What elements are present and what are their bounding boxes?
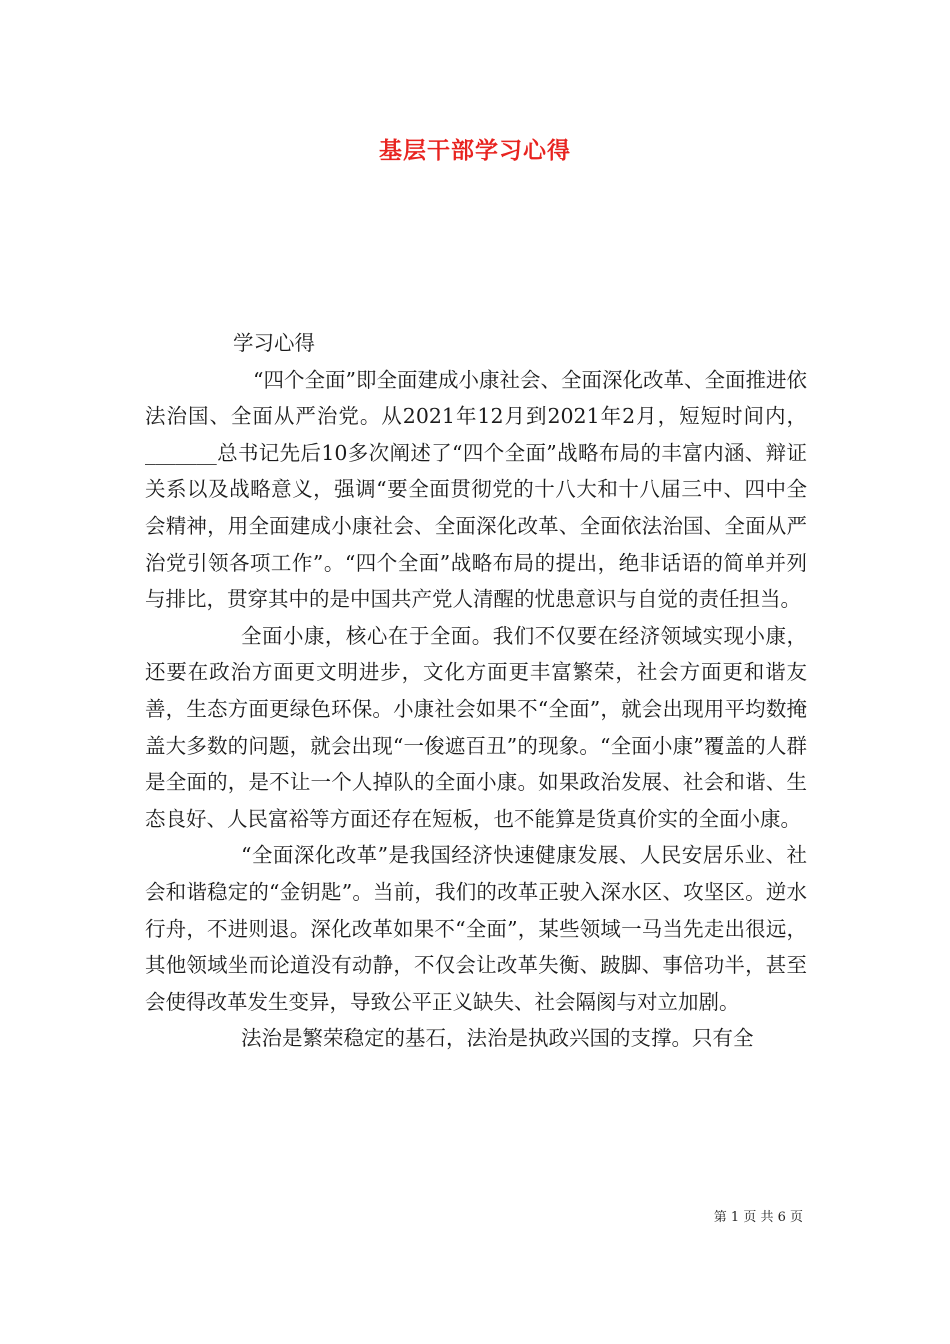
paragraph-4: 法治是繁荣稳定的基石，法治是执政兴国的支撑。只有全 <box>241 1026 754 1051</box>
subheading: 学习心得 <box>233 331 315 355</box>
paragraph-3: “全面深化改革”是我国经济快速健康发展、人民安居乐业、社会和谐稳定的“金钥匙”。当前，我们的改革正驶入深水区、攻坚区。逆水行舟，不进则退。深化改革如果不“全面”，某些领域一马当先走出很远，其他领域坐而论道没有动静，不仅会让改革失衡、跛脚、事倍功半，甚至会使得改革发生变异，导致公平正义缺失、社会隔阂与对立加剧。 <box>145 843 807 1014</box>
page-number-footer: 第 1 页 共 6 页 <box>713 1210 803 1225</box>
paragraph-2: 全面小康，核心在于全面。我们不仅要在经济领域实现小康，还要在政治方面更文明进步，文化方面更丰富繁荣，社会方面更和谐友善，生态方面更绿色环保。小康社会如果不“全面”，就会出现用平均数掩盖大多数的问题，就会出现“一俊遮百丑”的现象。“全面小康”覆盖的人群是全面的，是不让一个人掉队的全面小康。如果政治发展、社会和谐、生态良好、人民富裕等方面还存在短板，也不能算是货真价实的全面小康。 <box>145 623 807 831</box>
document-body <box>145 325 807 1057</box>
paragraph-1: “四个全面”即全面建成小康社会、全面深化改革、全面推进依法治国、全面从严治党。从2021年12月到2021年2月，短短时间内，_______总书记先后10多次阐述了“四个全面”战略布局的丰富内涵、辩证关系以及战略意义，强调“要全面贯彻党的十八大和十八届三中、四中全会精神，用全面建成小康社会、全面深化改革、全面依法治国、全面从严治党引领各项工作”。“四个全面”战略布局的提出，绝非话语的简单并列与排比，贯穿其中的是中国共产党人清醒的忧患意识与自觉的责任担当。 <box>145 367 807 612</box>
document-title: 基层干部学习心得 <box>379 137 571 164</box>
